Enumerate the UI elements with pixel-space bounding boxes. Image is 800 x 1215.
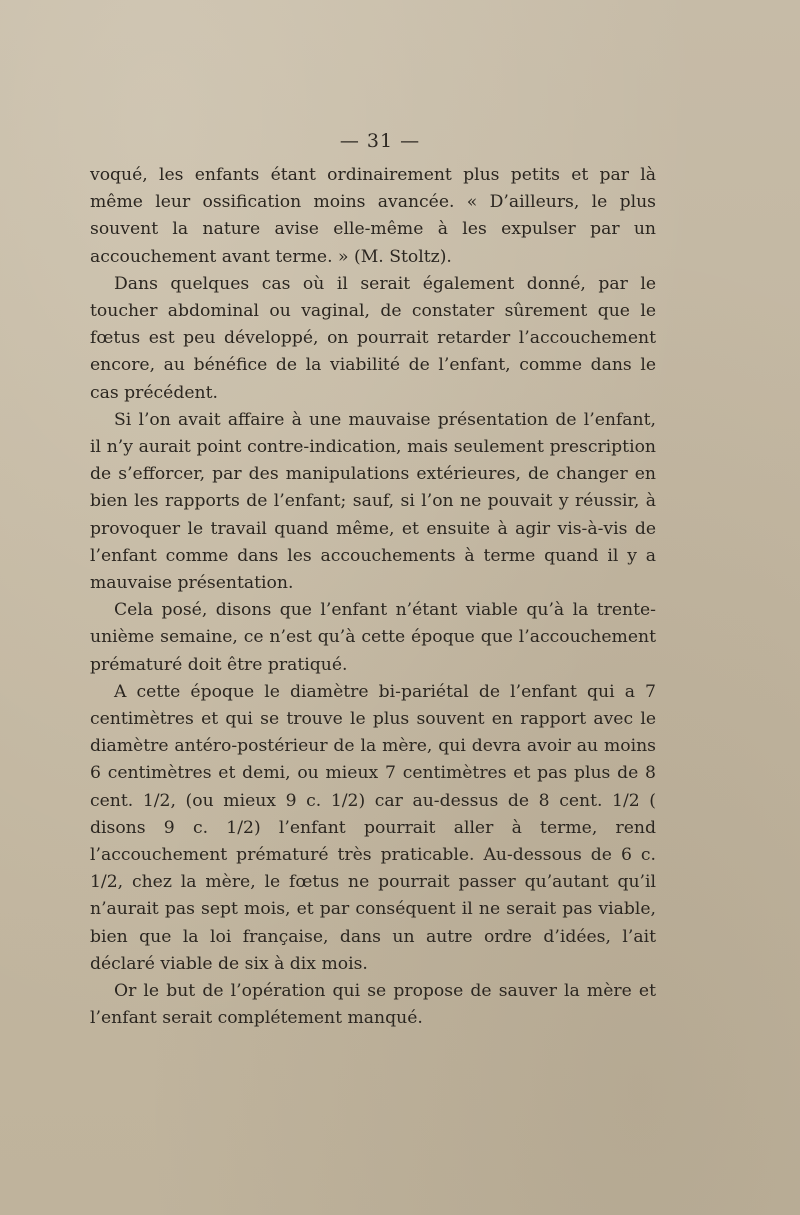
paragraph-5: A cette époque le diamètre bi-pariétal de l’enfant qui a 7 centimètres et qui se trouve le plus souvent en rapport avec le diamètre antéro-postérieur de la mère, qui devra avoir au moins 6 centimètres et demi, ou mieux 7 centimètres et pas plus de 8 cent. 1/2, (ou mieux 9 c. 1/2) car au-dessus de 8 cent. 1/2 ( disons 9 c. 1/2) l’enfant pourrait aller à terme, rend l’accouchement prématuré très praticable. Au-dessous de 6 c. 1/2, chez la mère, le fœtus ne pourrait passer qu’autant qu’il n’aurait pas sept mois, et par conséquent il ne serait pas viable, bien que la loi française, dans un autre ordre d’idées, l’ait déclaré viable de six à dix mois. — [90, 681, 656, 974]
body-text — [90, 162, 656, 1033]
paragraph-4: Cela posé, disons que l’enfant n’étant viable qu’à la trente-unième semaine, ce n’est qu’à cette époque que l’accouchement prématuré doit être pratiqué. — [90, 600, 656, 675]
paragraph-1: voqué, les enfants étant ordinairement plus petits et par là même leur ossification moins avancée. « D’ailleurs, le plus souvent la nature avise elle-même à les expulser par un accouchement avant terme. » (M. Stoltz). — [90, 165, 656, 267]
paragraph-3: Si l’on avait affaire à une mauvaise présentation de l’enfant, il n’y aurait point contre-indication, mais seulement prescription de s’efforcer, par des manipulations extérieures, de changer en bien les rapports de l’enfant; sauf, si l’on ne pouvait y réussir, à provoquer le travail quand même, et ensuite à agir vis-à-vis de l’enfant comme dans les accouchements à terme quand il y a mauvaise présentation. — [90, 409, 656, 594]
page-number: — 31 — — [339, 130, 421, 152]
paragraph-2: Dans quelques cas où il serait également donné, par le toucher abdominal ou vaginal, de constater sûrement que le fœtus est peu développé, on pourrait retarder l’accouchement encore, au bénéfice de la viabilité de l’enfant, comme dans le cas précédent. — [90, 273, 656, 403]
paragraph-6: Or le but de l’opération qui se propose de sauver la mère et l’enfant serait complétement manqué. — [90, 981, 656, 1029]
